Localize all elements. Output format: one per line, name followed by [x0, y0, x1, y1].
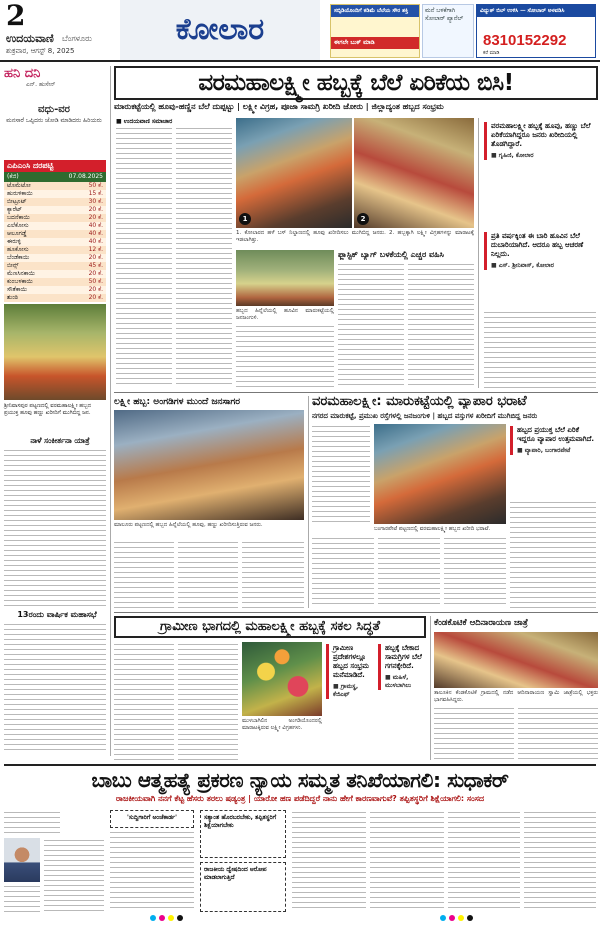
article-body	[434, 706, 514, 760]
column-divider	[110, 66, 111, 756]
advertisement-contact	[476, 4, 596, 58]
apmc-row	[4, 182, 106, 190]
apmc-row	[4, 254, 106, 262]
apmc-item: ಸೌತೆಕಾಯಿ	[7, 286, 28, 293]
article-body	[4, 884, 40, 912]
article-body	[114, 540, 174, 608]
quote-text: ಹಬ್ಬದ ಪ್ರಯುಕ್ತ ಬೆಲೆ ಏರಿಕೆ ಇದ್ದರೂ ವ್ಯಾಪಾರ ಉತ್ತಮವಾಗಿದೆ.	[517, 426, 595, 443]
bottom-headline: ಬಾಬು ಆತ್ಮಹತ್ಯೆ ಪ್ರಕರಣ ನ್ಯಾಯ ಸಮ್ಮತ ತನಿಖೆಯಾಗಲಿ: ಸುಧಾಕರ್	[4, 764, 596, 792]
article-body	[444, 536, 506, 608]
section-title: ಕೋಲಾರ	[120, 0, 320, 60]
section-rule	[114, 392, 598, 393]
market-photo	[236, 250, 334, 306]
article-body	[518, 706, 598, 760]
article-body	[312, 424, 370, 524]
apmc-item: ಕುಂಬಳಕಾಯಿ	[7, 278, 33, 285]
article-body	[524, 810, 596, 912]
apmc-row	[4, 278, 106, 286]
quote-text: ವರಮಹಾಲಕ್ಷ್ಮೀ ಹಬ್ಬಕ್ಕೆ ಹೂವು, ಹಣ್ಣು ಬೆಲೆ ಏರಿಕೆಯಾಗಿದ್ದರೂ ಜನರು ಖರೀದಿಯಲ್ಲಿ ತೊಡಗಿದ್ದಾರೆ.	[491, 122, 591, 148]
apmc-rate: 20 ಕೆ.	[88, 254, 103, 261]
apmc-item: ಆಲೂಗಡ್ಡೆ	[7, 230, 27, 237]
apmc-item: ಹೂಕೋಸು	[7, 246, 29, 253]
apmc-row	[4, 294, 106, 302]
byline: ■ ಉದಯವಾಣಿ ಸಮಾಚಾರ	[116, 118, 173, 125]
article-body	[178, 540, 238, 608]
article-body	[44, 838, 104, 912]
quote-attribution: ■ ಎಸ್. ಶ್ರೀನಿವಾಸ್, ಕೋಲಾರ	[491, 262, 554, 269]
apmc-row	[4, 230, 106, 238]
apmc-rate: 45 ಕೆ.	[88, 262, 103, 269]
apmc-row	[4, 222, 106, 230]
article-body	[236, 324, 334, 388]
street-photo	[114, 410, 304, 520]
apmc-row	[4, 206, 106, 214]
pull-quote	[326, 644, 374, 699]
paper-name: ಉದಯವಾಣಿ	[6, 32, 54, 45]
apmc-rate: 40 ಕೆ.	[88, 222, 103, 229]
quote-attribution: ■ ವ್ಯಾಪಾರಿ, ಬಂಗಾರಪೇಟೆ	[517, 447, 571, 454]
poem-text: ಮನಸಾರೆ ಒಪ್ಪಿದರು ಜೋಡಿ ಮಾಡಿದರು ಹಿರಿಯರು	[6, 117, 102, 124]
apmc-item: ಬದನೆಕಾಯಿ	[7, 214, 30, 221]
apmc-item: ಈರುಳ್ಳಿ	[7, 238, 21, 245]
pull-quote	[484, 232, 594, 270]
apmc-rate: 15 ಕೆ.	[88, 190, 103, 197]
article-body	[242, 540, 304, 608]
lead-headline: ವರಮಹಾಲಕ್ಷ್ಮೀ ಹಬ್ಬಕ್ಕೆ ಬೆಲೆ ಏರಿಕೆಯ ಬಿಸಿ!	[114, 66, 598, 100]
apmc-row	[4, 286, 106, 294]
apmc-row	[4, 238, 106, 246]
page-number: 2	[6, 0, 26, 32]
photo-caption: ಹಬ್ಬದ ಹಿನ್ನೆಲೆಯಲ್ಲಿ ಹೂವಿನ ಮಾರುಕಟ್ಟೆಯಲ್ಲಿ ಜನಜಂಗುಳಿ.	[236, 308, 334, 321]
photo-caption: ಶ್ರೀನಿವಾಸಪುರ ಪಟ್ಟಣದಲ್ಲಿ ವರಮಹಾಲಕ್ಷ್ಮೀ ಹಬ್ಬದ ಪ್ರಯುಕ್ತ ಹೂವು ಹಣ್ಣು ಖರೀದಿಗೆ ಮುಗಿಬಿದ್ದ ಜನ.	[4, 403, 91, 416]
boxed-headline: ಗ್ರಾಮೀಣ ಭಾಗದಲ್ಲಿ ಮಹಾಲಕ್ಷ್ಮೀ ಹಬ್ಬಕ್ಕೆ ಸಕಲ ಸಿದ್ಧತೆ	[114, 616, 426, 638]
photo-caption: ಮಾಲೂರು ಪಟ್ಟಣದಲ್ಲಿ ಹಬ್ಬದ ಹಿನ್ನೆಲೆಯಲ್ಲಿ ಹೂವು, ಹಣ್ಣು ಖರೀದಿಸುತ್ತಿರುವ ಜನರು.	[114, 522, 263, 528]
article-body	[448, 810, 520, 912]
apmc-item: ಶುಂಠಿ	[7, 294, 19, 301]
quote-text: ಹಬ್ಬಕ್ಕೆ ಬೇಕಾದ ಸಾಮಗ್ರಿಗಳ ಬೆಲೆ ಗಗನಕ್ಕೇರಿದೆ.	[385, 644, 422, 670]
section-rule	[114, 612, 598, 613]
apmc-rate-table	[4, 160, 106, 302]
apmc-item: ಕ್ಯಾರೆಟ್	[7, 206, 22, 213]
apmc-item: ಬೀನ್ಸ್	[7, 262, 19, 269]
ad-subtext: ಕರೆ ಮಾಡಿ	[483, 50, 500, 56]
idol-photo	[242, 642, 322, 716]
photo-caption: 1. ಕೋಲಾರದ ಹಳೆ ಬಸ್ ನಿಲ್ದಾಣದಲ್ಲಿ ಹೂವು ಖರೀದಿಸಲು ಮುಗಿಬಿದ್ದ ಜನರು. 2. ಹಬ್ಬಕ್ಕಾಗಿ ಲಕ್ಷ್ಮೀ ವಿಗ್ರಹಗಳನ್ನು ಮಾರಾಟಕ್ಕೆ ಇಡಲಾಗಿತ್ತು.	[236, 230, 474, 243]
lead-subheadline: ಮಾರುಕಟ್ಟೆಯಲ್ಲಿ ಹೂವು-ಹಣ್ಣಿನ ಬೆಲೆ ದುಪ್ಪಟ್ಟು | ಲಕ್ಷ್ಮೀ ವಿಗ್ರಹ, ಪೂಜಾ ಸಾಮಗ್ರಿ ಖರೀದಿ ಜೋರು | ಜಿಲ್ಲಾದ್ಯಂತ ಹಬ್ಬದ ಸಂಭ್ರಮ	[114, 102, 444, 111]
bottom-subheadline: ರಾಜಕೀಯವಾಗಿ ನನಗೆ ಕೆಟ್ಟ ಹೆಸರು ತರಲು ಷಡ್ಯಂತ್ರ | ಯಾರೋ ಹಣ ಪಡೆದಿದ್ದರೆ ನಾನು ಹೇಗೆ ಕಾರಣವಾಗುವೆ? ತಪ್ಪಿತಸ್ಥರಿಗೆ ಶಿಕ್ಷೆಯಾಗಲಿ: ಸಂಸದ	[115, 794, 485, 803]
column-divider	[430, 616, 431, 760]
lead-photo-1	[236, 118, 352, 228]
apmc-row	[4, 198, 106, 206]
advertisement-solar	[330, 4, 420, 58]
apmc-rate: 30 ಕೆ.	[88, 198, 103, 205]
apmc-rate: 20 ಕೆ.	[88, 286, 103, 293]
column-divider	[478, 118, 479, 388]
pull-quote	[378, 644, 426, 690]
apmc-rate: 20 ಕೆ.	[88, 214, 103, 221]
article-body	[510, 500, 596, 608]
ad-phone-number: 8310152292	[483, 32, 567, 49]
apmc-row	[4, 190, 106, 198]
article-body	[178, 642, 238, 760]
lead-photo-2	[354, 118, 474, 228]
ad-headline: ಸಬ್ಸಿಡಿಯೊಂದಿಗೆ ಕಡಿಮೆ ಬೆಲೆಯ ಸೌರ ಶಕ್ತಿ	[331, 5, 419, 17]
quote-text: ಗ್ರಾಮೀಣ ಪ್ರದೇಶಗಳಲ್ಲೂ ಹಬ್ಬದ ಸಂಭ್ರಮ ಮನೆಮಾಡಿದೆ.	[333, 644, 369, 679]
apmc-item: ಬೆಂಡೆಕಾಯಿ	[7, 254, 30, 261]
apmc-row	[4, 214, 106, 222]
honey-dani-column	[4, 66, 104, 102]
article-body	[176, 126, 232, 388]
apmc-rate: 20 ಕೆ.	[88, 270, 103, 277]
article-headline: ವರಮಹಾಲಕ್ಷ್ಮೀ: ಮಾರುಕಟ್ಟೆಯಲ್ಲಿ ವ್ಯಾಪಾರ ಭರಾಟೆ	[312, 394, 527, 409]
column-divider	[308, 396, 309, 608]
registration-marks	[440, 915, 473, 921]
highlight-box: ಸತ್ಯಾಂಶ ಹೊರಬರಬೇಕು, ತಪ್ಪಿತಸ್ಥರಿಗೆ ಶಿಕ್ಷೆಯಾಗಬೇಕು	[200, 810, 286, 858]
pull-quote	[510, 426, 596, 455]
photo-caption: ಬಂಗಾರಪೇಟೆ ಪಟ್ಟಣದಲ್ಲಿ ವರಮಹಾಲಕ್ಷ್ಮೀ ಹಬ್ಬದ ಖರೀದಿ ಭರಾಟೆ.	[374, 526, 491, 532]
article-body	[4, 810, 60, 836]
apmc-row	[4, 270, 106, 278]
apmc-item: ಟೊಮೆಟೋ	[7, 182, 31, 189]
apmc-title: ಎಪಿಎಂಸಿ ದರಪಟ್ಟಿ	[4, 160, 106, 172]
article-body	[408, 262, 474, 388]
apmc-rate: 20 ಕೆ.	[88, 294, 103, 301]
quote-attribution: ■ ಗ್ರಾಮಸ್ಥ, ಕೆಜಿಎಫ್	[333, 683, 359, 698]
article-subheadline: ನಗರದ ಮಾರುಕಟ್ಟೆ, ಪ್ರಮುಖ ರಸ್ತೆಗಳಲ್ಲಿ ಜನಜಂಗುಳಿ | ಹಬ್ಬದ ವಸ್ತುಗಳ ಖರೀದಿಗೆ ಮುಗಿಬಿದ್ದ ಜನರು	[312, 412, 538, 420]
pull-quote	[484, 122, 594, 160]
article-body	[292, 810, 366, 912]
article-headline: ಕೆಂಡಕೊಟಿಕೆ ಆದಿನಾರಾಯಣ ಜಾತ್ರೆ	[434, 618, 528, 628]
article-body	[110, 830, 194, 912]
article-body	[312, 536, 374, 608]
apmc-subheader	[4, 172, 106, 182]
dateline: ಶುಕ್ರವಾರ, ಆಗಸ್ಟ್ 8, 2025	[6, 47, 75, 55]
photo-number-badge: 2	[357, 213, 369, 225]
registration-marks	[150, 915, 183, 921]
apmc-date: 07.08.2025	[68, 173, 103, 180]
advertisement-panel: ಮನೆ ಬಳಕೆಗಾಗಿ ಸೋಲಾರ್ ಪ್ಯಾನೆಲ್	[422, 4, 474, 58]
article-body	[338, 262, 404, 388]
article-headline: ನಾಳೆ ಸಂಕೀರ್ತನಾ ಯಾತ್ರೆ	[30, 436, 90, 445]
article-body	[114, 642, 174, 760]
side-headline: ಫ್ಲಾಸ್ಟಿಕ್ ಬ್ಯಾಗ್ ಬಳಕೆಯಲ್ಲಿ ಎಚ್ಚರ ವಹಿಸಿ	[338, 250, 444, 259]
ad-headline: ವಿದ್ಯುತ್ ಬಿಲ್ ಉಳಿಸಿ — ಸೋಲಾರ್ ಅಳವಡಿಸಿ	[477, 5, 595, 17]
photo-caption: ಮುಳಬಾಗಿಲಿನ ಅಂಗಡಿಯೊಂದರಲ್ಲಿ ಮಾರಾಟಕ್ಕಿರುವ ಲಕ್ಷ್ಮೀ ವಿಗ್ರಹಗಳು.	[242, 718, 322, 731]
apmc-unit: (ಕೆಜಿ)	[7, 173, 19, 180]
apmc-item: ಎಲೆಕೋಸು	[7, 222, 29, 229]
masthead	[0, 0, 600, 62]
apmc-row	[4, 262, 106, 270]
apmc-item: ಮೆಣಸಿನಕಾಯಿ	[7, 270, 35, 277]
quote-attribution: ■ ಗೃಹಿಣಿ, ಕೋಲಾರ	[491, 152, 534, 159]
article-body	[116, 126, 172, 388]
photo-caption: ತಾಲೂಕಿನ ಕೆಂಡಕೊಟಿಕೆ ಗ್ರಾಮದಲ್ಲಿ ನಡೆದ ಆದಿನಾರಾಯಣ ಸ್ವಾಮಿ ಜಾತ್ರೆಯಲ್ಲಿ ಭಕ್ತರು ಭಾಗವಹಿಸಿದ್ದರು.	[434, 690, 598, 703]
market-photo	[374, 424, 506, 524]
apmc-rate: 40 ಕೆ.	[88, 230, 103, 237]
quote-attribution: ■ ಮಹಿಳೆ, ಮುಳಬಾಗಿಲು	[385, 674, 412, 689]
apmc-rate: 50 ಕೆ.	[88, 182, 103, 189]
highlight-box: ರಾಜಕೀಯ ದ್ವೇಷದಿಂದ ಆರೋಪ ಮಾಡಲಾಗುತ್ತಿದೆ	[200, 862, 286, 912]
poem-box	[4, 104, 104, 158]
apmc-row	[4, 246, 106, 254]
info-box-title: 'ಸುದ್ದಿಗಾರಿಗೆ ಅಂಚೆಕಾರ್ಡ'	[110, 810, 194, 828]
quote-text: ಪ್ರತಿ ವರ್ಷಕ್ಕಿಂತ ಈ ಬಾರಿ ಹೂವಿನ ಬೆಲೆ ದುಬಾರಿಯಾಗಿದೆ. ಆದರೂ ಹಬ್ಬ ಆಚರಣೆ ನಿಲ್ಲದು.	[491, 232, 584, 258]
temple-photo	[434, 632, 598, 688]
market-photo	[4, 304, 106, 400]
article-body	[4, 448, 106, 606]
apmc-rate: 40 ಕೆ.	[88, 238, 103, 245]
article-headline: 13ರಂದು ವಾರ್ಷಿಕ ಮಹಾಸಭೆ	[17, 610, 97, 619]
article-body	[4, 622, 106, 750]
article-body	[484, 310, 596, 388]
column-logo: ಹನಿ ದನಿ	[4, 66, 41, 81]
apmc-rate: 20 ಕೆ.	[88, 206, 103, 213]
photo-number-badge: 1	[239, 213, 251, 225]
apmc-rate: 50 ಕೆ.	[88, 278, 103, 285]
apmc-item: ಬೀಟ್ರೂಟ್	[7, 198, 27, 205]
ad-cta: ಈಗಲೇ ಬುಕ್ ಮಾಡಿ	[331, 37, 419, 49]
edition-city: ಬೆಂಗಳೂರು	[62, 34, 92, 43]
poem-title: ವಧು-ವರ	[38, 104, 70, 115]
apmc-rate: 12 ಕೆ.	[88, 246, 103, 253]
apmc-rows	[4, 182, 106, 302]
article-headline: ಲಕ್ಷ್ಮೀ ಹಬ್ಬ: ಅಂಗಡಿಗಳ ಮುಂದೆ ಜನಸಾಗರ	[114, 397, 240, 407]
politician-portrait	[4, 838, 40, 882]
column-author: ಎನ್. ಹುಸೇನ್	[26, 81, 56, 88]
apmc-item: ಹುರುಳಿಕಾಯಿ	[7, 190, 33, 197]
article-body	[378, 536, 440, 608]
article-body	[370, 810, 444, 912]
